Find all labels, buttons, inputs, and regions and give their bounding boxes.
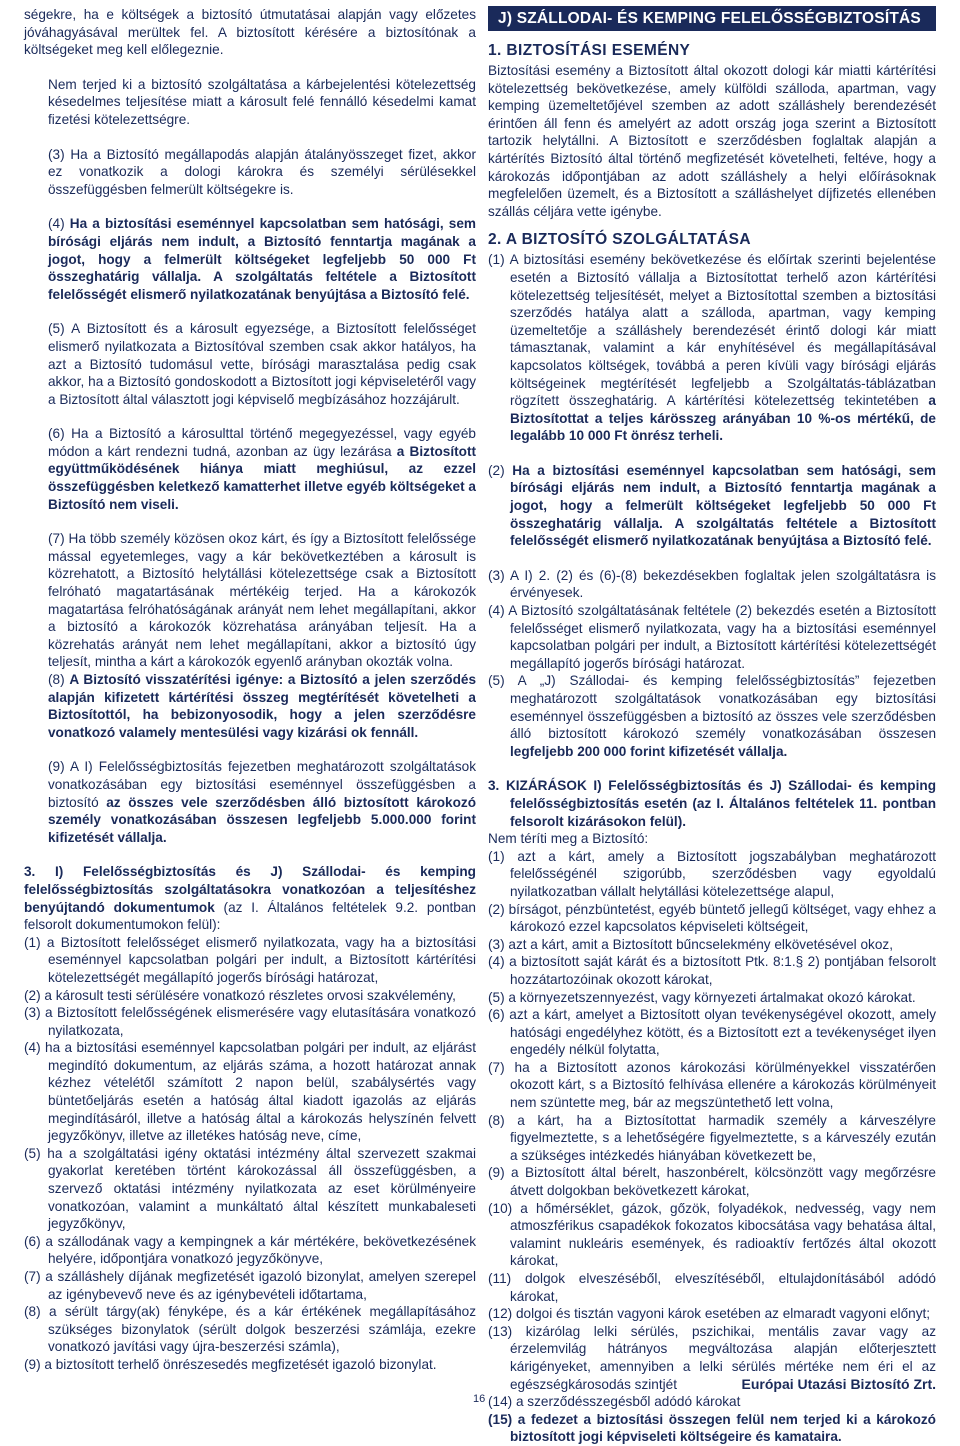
list-item: (2) bírságot, pénzbüntetést, egyéb büntető jellegű költséget, vagy ehhez a károkozó ezzel kapcsolatos képviseleti költségeit,: [488, 901, 936, 935]
list-item: (4) a biztosított saját kárát és a biztosított Ptk. 8:1.§ 2) pontjában felsorolt hozzátartozóinak okozott károkat,: [488, 954, 936, 987]
documents-list: [24, 934, 476, 1374]
list-item: (1) a Biztosított felelősséget elismerő nyilatkozata, vagy ha a biztosítási eseménnyel kapcsolatban polgári per indult, a Biztosított kártérítési kötelezettségét megállapító jogerős bírósági határozat,: [24, 934, 476, 985]
paragraph-service-5: (5) A „J) Szállodai- és kemping felelősségbiztosítás” fejezetben meghatározott szolgáltatások vonatkozásában egy biztosítási eseménnyel összefüggésben a biztosító az összes vele szerződésben álló biztosított károkozó személy vonatkozásában összesen legfeljebb 200 000 forint kifizetését vállalja.: [488, 673, 936, 759]
page-number: 16: [473, 1393, 486, 1405]
list-item: (6) a szállodának vagy a kempingnek a kár mértékére, bekövetkezésének helyére, időpontjára vonatkozó jegyzőkönyve,: [24, 1233, 476, 1267]
paragraph-cooperation: (6) Ha a Biztosító a károsulttal történő megegyezéssel, vagy egyéb módon a kárt rendezni tudná, azonban az ügy lezárása a Biztosított együttműködésének hiánya miatt meghiúsul, az ezzel összefüggésben keletkező kamatterhet illetve egyéb költségeket a Biztosító nem viseli.: [48, 426, 476, 512]
list-item: (5) a környezetszennyezést, vagy környezeti ártalmakat okozó károkat.: [488, 989, 916, 1005]
paragraph-insured-event: Biztosítási esemény a Biztosított által okozott dologi kár miatti kártérítési kötelezettség bekövetkezése, amely külföldi szálloda, apartman, vagy kemping üzemeltetőjével szemben az adott szálláshely berendezését érintően áll fenn és amelyért az adott ország joga szerint a Biztosított tartozik helytállni. A Biztosított e szerződésben foglaltak alapján a kártérítés Biztosító által történő megfizetését követelheti, feltéve, hogy a károkozás időpontjában az adott szálláshely a helyi előírásoknak megfelelően üzemelt, és a Biztosított a szálláshelyet díjfizetés ellenében szállás céljára vette igénybe.: [488, 63, 937, 219]
paragraph-joint-liability: (7) Ha több személy közösen okoz kárt, és így a Biztosított felelőssége mással egyetemleges, vagy a kár bekövetkeztében a károsult is közrehatott, a Biztosító helytállási kötelezettsége csak a Biztosított felróható magatartásának mértékéig terjed. Ha a károkozók magatartása felróhatóságának arányát nem lehet megállapítani, akkor a biztosító a károkozók közrehatása arányában teljesít. Ha a közrehatás arányát nem lehet megállapítani, akkor a biztosító úgy teljesít, mintha a kárt a károkozók egyenlő arányban okozták volna.: [48, 531, 476, 670]
list-item: (8) a kárt, ha a Biztosítottat harmadik személy a kárveszélyre figyelmeztette, s a lehetőségére figyelmeztette, s a kárveszély ezután a szükséges intézkedés hiányában következett be,: [488, 1112, 936, 1163]
list-item: (4) ha a biztosítási eseménnyel kapcsolatban polgári per indult, az eljárást megindító dokumentum, az eljárás száma, a hozott határozat annak kézhez vételétől számított 2 napon belül, szabálysértés vagy büntetőeljárás esetén a hatóság által kiadott igazolás az eljárás megindításáról, illetve a hatóság által a károkozás helyszínén felvett jegyzőkönyv, illetve az illetékes hatóság neve, címe,: [24, 1040, 476, 1144]
list-item: (7) a szálláshely díjának megfizetését igazoló bizonylat, amelyen szerepel az igénybevevő neve és az igénybevételi időtartama,: [24, 1269, 476, 1302]
exclusions-intro: Nem téríti meg a Biztosító:: [488, 831, 649, 847]
list-item: (9) a Biztosított által bérelt, haszonbérelt, kölcsönzött vagy megőrzésre átvett dolgokban bekövetkezett károkat,: [488, 1165, 936, 1199]
paragraph-costs-advance: ségekre, ha e költségek a biztosító útmutatásai alapján vagy előzetes jóváhagyásával merültek fel. A biztosított kérésére a biztosítónak a költségeket meg kell előlegeznie.: [24, 7, 476, 58]
right-column: [488, 6, 936, 1446]
heading-insurer-service: 2. A BIZTOSÍTÓ SZOLGÁLTATÁSA: [488, 231, 751, 249]
list-item: (3) azt a kárt, amit a Biztosított bűncselekmény elkövetésével okoz,: [488, 936, 893, 952]
list-item: (9) a biztosított terhelő önrészesedés megfizetését igazoló bizonylat.: [24, 1356, 437, 1372]
list-item: (8) a sérült tárgy(ak) fényképe, és a kár értékének megállapításához szükséges bizonylatok (sérült dolgok beszerzési számlája, ezekre vonatkozó javítási vagy újra-beszerzési számla),: [24, 1304, 476, 1355]
paragraph-recourse: (8) A Biztosító visszatérítési igénye: a Biztosító a jelen szerződés alapján kifizetett kártérítési összeg megtérítését követelheti a Biztosítottól, ha bebizonyosodik, hogy a jelen szerződésre vonatkozó valamely mentesülési vagy kizárási ok fennáll.: [48, 672, 477, 740]
paragraph-lump-sum: (3) Ha a Biztosító megállapodás alapján átalányösszeget fizet, akkor ez vonatkozik a dologi károkra és személyi sérülésekkel összefüggésben felmerült költségekre is.: [48, 146, 476, 197]
list-item: (5) ha a szolgáltatási igény oktatási intézmény által szervezett szakmai gyakorlat keretében történt károkozással áll összefüggésben, a szervező oktatási intézmény nyilatkozata az eset körülményeire vonatkozóan, valamint a munkáltató által készített munkabaleseti jegyzőkönyv,: [24, 1145, 476, 1232]
list-item: (6) azt a kárt, amelyet a Biztosított olyan tevékenységével okozott, amely hatósági engedélyhez kötött, és a Biztosított ezt a tevékenységet ilyen engedély nélkül folytatta,: [488, 1007, 936, 1058]
section-title: J) SZÁLLODAI- ÉS KEMPING FELELŐSSÉGBIZTOSÍTÁS: [488, 6, 936, 31]
paragraph-service-3: (3) A I) 2. (2) és (6)-(8) bekezdésekben foglaltak jelen szolgáltatásra is érvényesek.: [488, 567, 936, 601]
paragraph-aggregate-limit: (9) A I) Felelősségbiztosítás fejezetben meghatározott szolgáltatások vonatkozásában egy biztosítási eseménnyel összefüggésben a biztosító az összes vele szerződésben álló biztosított károkozó személy vonatkozásában összesen legfeljebb 5.000.000 forint kifizetését vállalja.: [48, 759, 476, 845]
list-item: (2) a károsult testi sérülésére vonatkozó részletes orvosi szakvélemény,: [24, 987, 456, 1003]
list-item: (11) dolgok elveszéséből, elveszítéséből, eltulajdonításából adódó károkat,: [488, 1271, 936, 1304]
footer-company: Európai Utazási Biztosító Zrt.: [741, 1376, 936, 1392]
paragraph-service-1: (1) A biztosítási esemény bekövetkezése és előírtak szerinti bejelentése esetén a Biztosító vállalja a Biztosítottat terhelő azon kártérítési kötelezettség teljesítését, melyet a Biztosítottal szemben a biztosítási szerződés hatálya alatt a szálloda, apartman, vagy kemping üzemeltetője a szálláshely berendezését érintő dologi kár miatt támasztanak, valamint a kár enyhítésével és megállapításával kapcsolatos költségek, továbbá a peren kívüli vagy bírósági eljárás költségeinek megtérítését legfeljebb a Szolgáltatás-táblázatban rögzített összeghatárig. A kártérítési kötelezettség tekintetében a Biztosítottat a teljes kárösszeg arányában 10 %-os mértékű, de legalább 10 000 Ft önrész terheli.: [488, 252, 936, 444]
heading-exclusions: 3. KIZÁRÁSOK I) Felelősségbiztosítás és J) Szállodai- és kemping felelősségbiztosítás esetén (az I. Általános feltételek 11. pontban felsorolt kizárásokon felül).: [488, 778, 936, 829]
documents-heading: 3. I) Felelősségbiztosítás és J) Szállodai- és kemping felelősségbiztosítás szolgáltatásokra vonatkozóan a teljesítéshez benyújtandó dokumentumok (az I. Általános feltételek 9.2. pontban felsorolt dokumentumokon felül):: [24, 864, 476, 933]
paragraph-service-4: (4) A Biztosító szolgáltatásának feltétele (2) bekezdés esetén a Biztosított felelősséget elismerő nyilatkozata, vagy ha a biztosítási eseménnyel kapcsolatban polgári per indult, a Biztosított kártérítési kötelezettségét megállapító jogerős bírósági határozat.: [488, 603, 936, 671]
heading-insured-event: 1. BIZTOSÍTÁSI ESEMÉNY: [488, 42, 691, 59]
list-item: (14) a szerződésszegésből adódó károkat: [488, 1394, 741, 1410]
list-item: (7) ha a Biztosított azonos károkozási körülményekkel visszatérően okozott kárt, s a Biztosító felhívása ellenére a károkozás körülményeit nem szüntette meg, bár az megszüntethető lett volna,: [488, 1059, 936, 1111]
list-item: (1) azt a kárt, amely a Biztosított jogszabályban meghatározott felelősségénél szigorúbb, szerződésben vagy egyoldalú nyilatkozatban vállalt helytállási kötelezettsége alapul,: [488, 848, 936, 899]
list-item: (12) dolgoi és tisztán vagyoni károk esetében az elmaradt vagyoni előnyt;: [488, 1306, 931, 1322]
list-item: (10) a hőmérséklet, gázok, gőzök, folyadékok, nedvesség, vagy nem atmoszférikus csapadékok fokozatos kibocsátása vagy behatása által, valamint nukleáris események, és radioaktív fertőzés által okozott károkat,: [488, 1200, 936, 1269]
paragraph-settlement: (5) A Biztosított és a károsult egyezsége, a Biztosított felelősséget elismerő nyilatkozata a Biztosítóval szemben csak akkor hatályos, ha azt a Biztosító tudomásul vette, bírósági marasztalása pedig csak akkor, ha a Biztosító gondoskodott a Biztosított jogi képviseletéről vagy a Biztosított által választott jogi képviselő megbízásához hozzájárult.: [48, 321, 476, 407]
list-item: (13) kizárólag lelki sérülés, pszichikai, mentális zavar vagy az érzelemvilág hátrányos megváltozása alapján előterjesztett kárigényeket, amennyiben a lelki sérülés mértéke nem éri el az egészségkárosodás szintjét: [488, 1323, 936, 1392]
paragraph-no-proceedings: (4) Ha a biztosítási eseménnyel kapcsolatban sem hatósági, sem bírósági eljárás nem indult, a Biztosító fenntartja magának a jogot, hogy a felmerült költségeket legfeljebb 50 000 Ft összeghatárig vállalja. A szolgáltatás feltétele a Biztosított felelősségét elismerő nyilatkozatának benyújtása a Biztosító felé.: [48, 216, 476, 302]
left-column: [24, 6, 476, 1374]
list-item: (3) a Biztosított felelősségének elismerésére vagy elutasítására vonatkozó nyilatkozata,: [24, 1005, 476, 1038]
list-item: (15) a fedezet a biztosítási összegen felül nem terjed ki a károkozó biztosított jogi képviseleti költségeire és kamataira.: [488, 1411, 936, 1445]
paragraph-service-2: (2) Ha a biztosítási eseménnyel kapcsolatban sem hatósági, sem bírósági eljárás nem indult, a Biztosító fenntartja magának a jogot, hogy a felmerült költségeket legfeljebb 50 000 Ft összeghatárig vállalja. A szolgáltatás feltétele a Biztosított felelősségét elismerő nyilatkozatának benyújtása a Biztosító felé.: [488, 462, 936, 549]
paragraph-late-interest: Nem terjed ki a biztosító szolgáltatása a kárbejelentési kötelezettség késedelmes teljesítése miatt a károsult felé fennálló késedelmi kamat fizetési kötelezettségre.: [48, 76, 476, 127]
exclusions-list: [488, 848, 936, 1446]
